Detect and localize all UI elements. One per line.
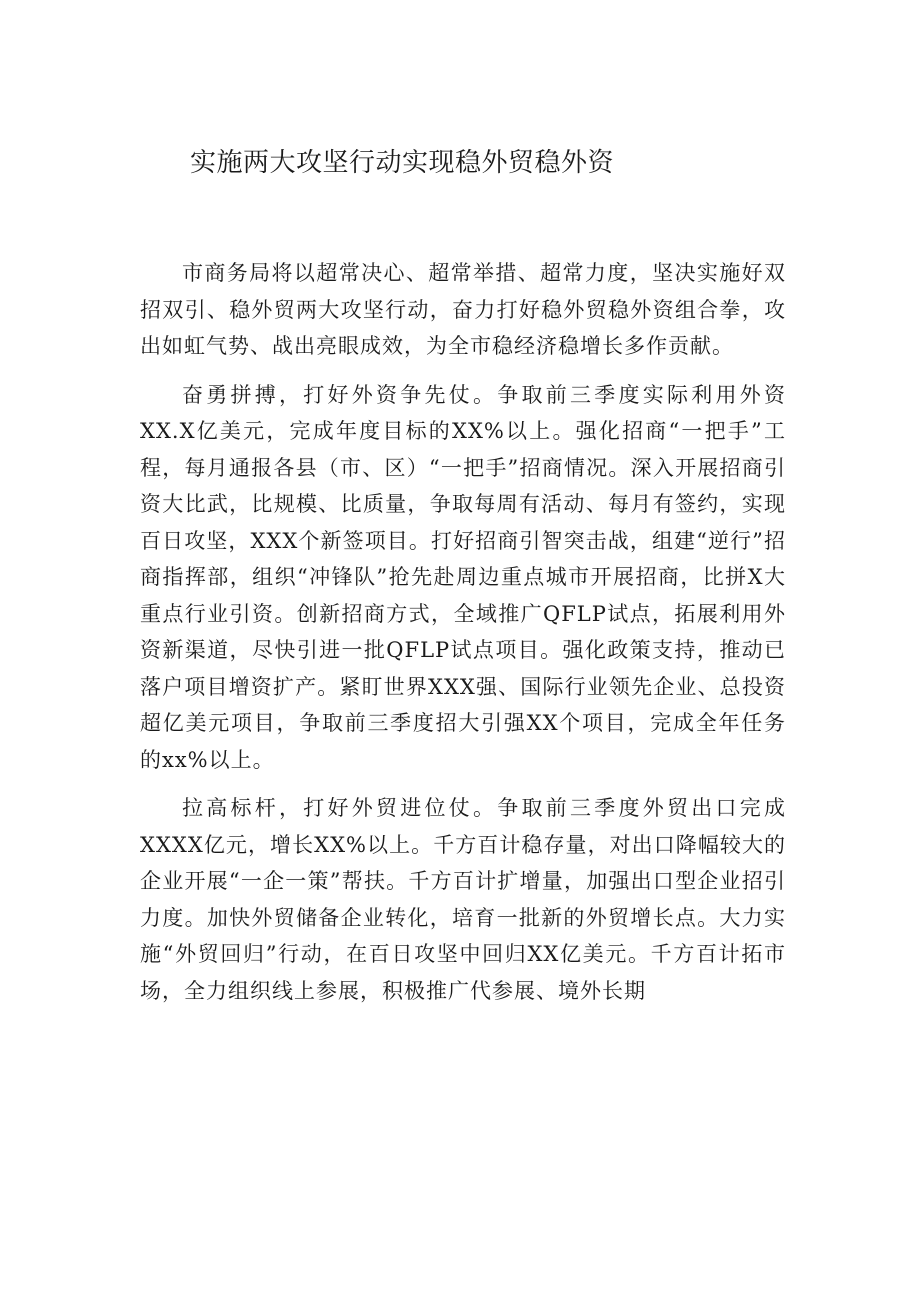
document-title: 实施两大攻坚行动实现稳外贸稳外资 [190, 148, 615, 178]
document-body [140, 255, 786, 1021]
paragraph-foreign-investment: 奋勇拼搏，打好外资争先仗。争取前三季度实际利用外资XX.X亿美元，完成年度目标的XX%以上。强化招商“一把手”工程，每月通报各县（市、区）“一把手”招商情况。深入开展招商引资大比武，比规模、比质量，争取每周有活动、每月有签约，实现百日攻坚，XXX个新签项目。打好招商引智突击战，组建“逆行”招商指挥部，组织“冲锋队”抢先赴周边重点城市开展招商，比拼X大重点行业引资。创新招商方式，全域推广QFLP试点，拓展利用外资新渠道，尽快引进一批QFLP试点项目。强化政策支持，推动已落户项目增资扩产。紧盯世界XXX强、国际行业领先企业、总投资超亿美元项目，争取前三季度招大引强XX个项目，完成全年任务的xx%以上。 [140, 382, 786, 772]
paragraph-intro: 市商务局将以超常决心、超常举措、超常力度，坚决实施好双招双引、稳外贸两大攻坚行动，奋力打好稳外贸稳外资组合拳，攻出如虹气势、战出亮眼成效，为全市稳经济稳增长多作贡献。 [140, 261, 786, 358]
paragraph-foreign-trade: 拉高标杆，打好外贸进位仗。争取前三季度外贸出口完成XXXX亿元，增长XX%以上。千方百计稳存量，对出口降幅较大的企业开展“一企一策”帮扶。千方百计扩增量，加强出口型企业招引力度。加快外贸储备企业转化，培育一批新的外贸增长点。大力实施“外贸回归”行动，在百日攻坚中回归XX亿美元。千方百计拓市场，全力组织线上参展，积极推广代参展、境外长期 [140, 796, 786, 1003]
